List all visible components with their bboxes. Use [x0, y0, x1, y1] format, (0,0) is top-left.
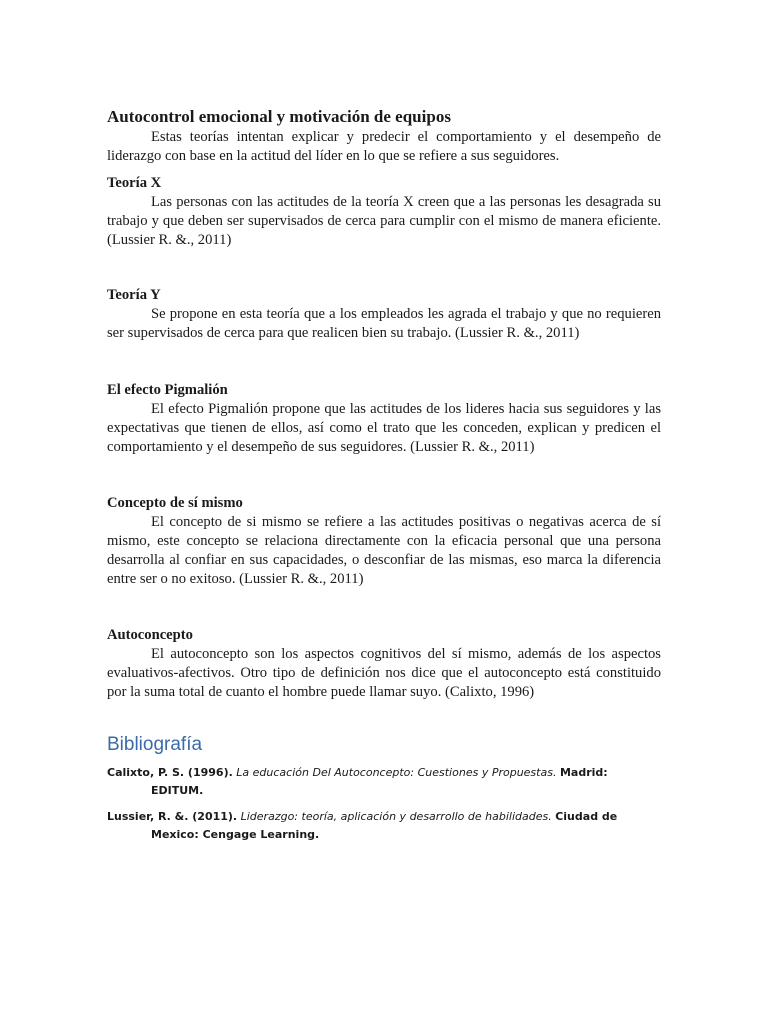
- bibliography-entry: [107, 764, 661, 800]
- section-heading: Concepto de sí mismo: [107, 495, 243, 511]
- section-body: Se propone en esta teoría que a los empleados les agrada el trabajo y que no requieren ser supervisados de cerca para que realicen bien su trabajo. (Lussier R. &., 2011): [107, 306, 661, 341]
- reference-title: La educación Del Autoconcepto: Cuestiones y Propuestas.: [236, 766, 557, 779]
- document-title: Autocontrol emocional y motivación de equipos: [107, 107, 451, 126]
- section-efecto-pigmalion: [107, 381, 661, 457]
- intro-paragraph: Estas teorías intentan explicar y predecir el comportamiento y el desempeño de liderazgo con base en la actitud del líder en lo que se refiere a sus seguidores.: [107, 129, 661, 164]
- section-heading: Teoría Y: [107, 287, 161, 303]
- section-concepto-de-si-mismo: [107, 494, 661, 589]
- section-body: El concepto de si mismo se refiere a las actitudes positivas o negativas acerca de sí mismo, este concepto se relaciona directamente con la eficacia personal que una persona desarrolla al confiar en sus capacidades, o desconfiar de las mismas, eso marca la diferencia entre ser o no exitoso. (Lussier R. &., 2011): [107, 514, 661, 587]
- reference-publisher: Madrid: EDITUM.: [151, 766, 608, 797]
- section-teoria-x: [107, 174, 661, 250]
- section-body: El autoconcepto son los aspectos cognitivos del sí mismo, además de los aspectos evaluativos-afectivos. Otro tipo de definición nos dice que el autoconcepto está constituido por la suma total de cuanto el hombre puede llamar suyo. (Calixto, 1996): [107, 646, 661, 700]
- section-heading: Autoconcepto: [107, 627, 193, 643]
- reference-authors: Calixto, P. S. (1996).: [107, 766, 233, 779]
- reference-authors: Lussier, R. &. (2011).: [107, 810, 238, 823]
- section-body: El efecto Pigmalión propone que las actitudes de los lideres hacia sus seguidores y las expectativas que tienen de ellos, así como el trato que les conceden, explican y predicen el comportamiento y el desempeño de sus seguidores. (Lussier R. &., 2011): [107, 401, 661, 455]
- section-heading: El efecto Pigmalión: [107, 382, 228, 398]
- reference-title: Liderazgo: teoría, aplicación y desarrollo de habilidades.: [240, 810, 552, 823]
- section-autoconcepto: [107, 626, 661, 702]
- document-page: [107, 106, 661, 852]
- section-teoria-y: [107, 286, 661, 343]
- reference-publisher: Ciudad de Mexico: Cengage Learning.: [151, 810, 618, 841]
- section-body: Las personas con las actitudes de la teoría X creen que a las personas les desagrada su trabajo y que deben ser supervisados de cerca para cumplir con el mismo de manera eficiente. (Lussier R. &., 2011): [107, 194, 661, 248]
- section-heading: Teoría X: [107, 175, 162, 191]
- bibliography-entry: [107, 808, 661, 844]
- bibliography-heading: Bibliografía: [107, 734, 203, 755]
- bibliography-list: [107, 764, 661, 844]
